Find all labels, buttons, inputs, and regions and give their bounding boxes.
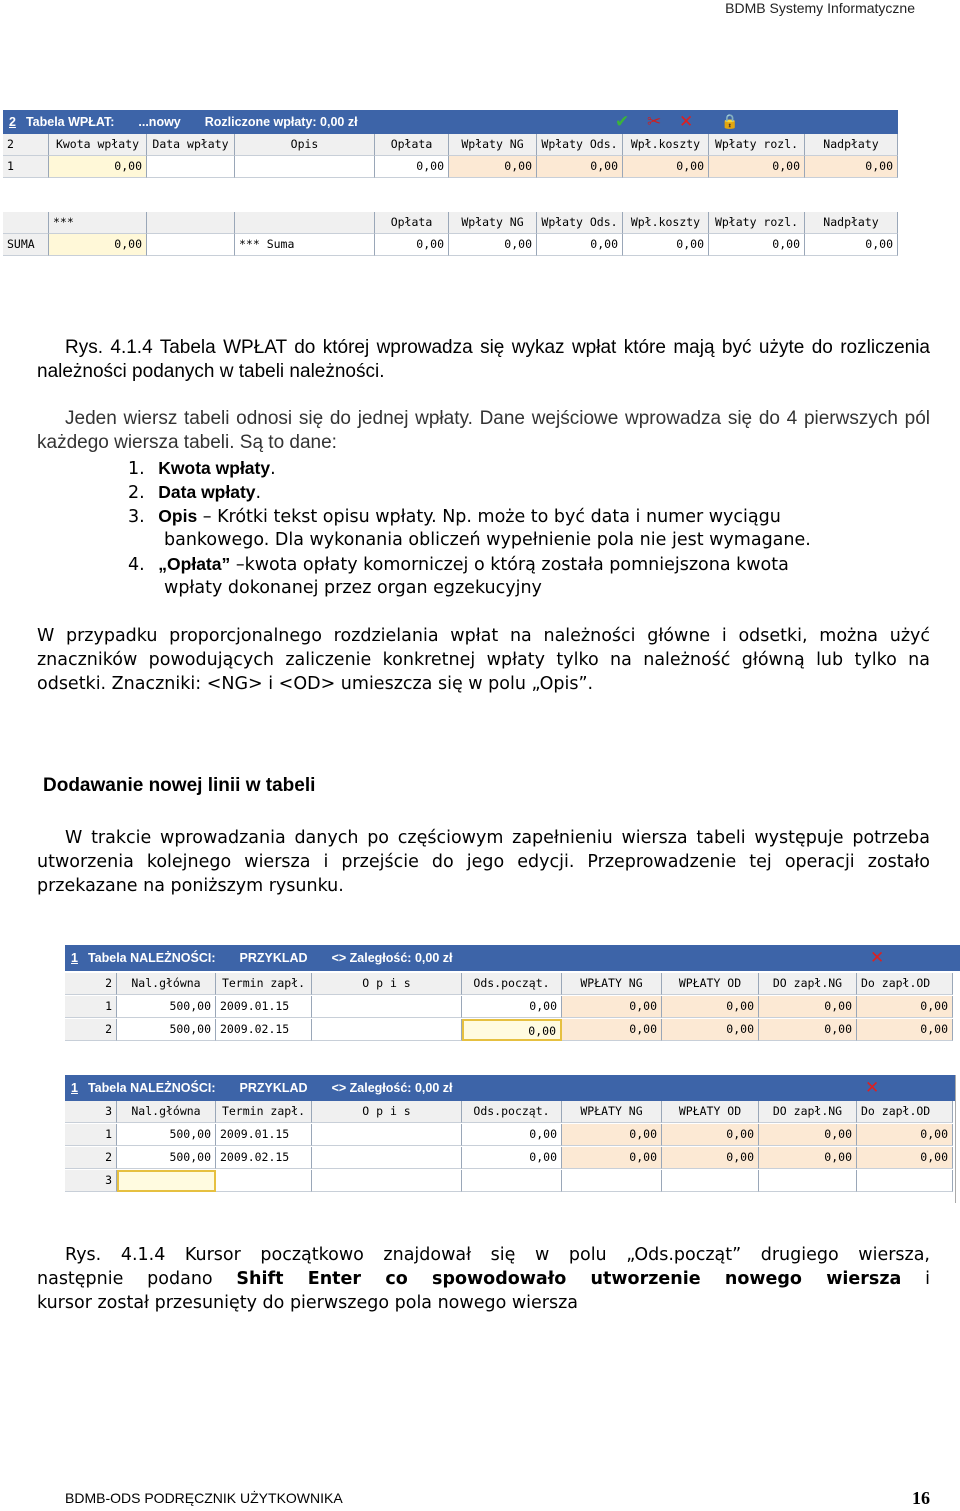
table-row[interactable] bbox=[65, 1147, 953, 1169]
col-header bbox=[147, 212, 235, 234]
list-text: – Krótki tekst opisu wpłaty. Np. może to być data i numer wyciągu bbox=[197, 507, 781, 527]
table-row-new[interactable] bbox=[65, 1170, 953, 1192]
description-cell[interactable] bbox=[235, 156, 375, 178]
col-header[interactable]: WPŁATY NG bbox=[562, 1101, 662, 1123]
sum-value: 0,00 bbox=[449, 234, 537, 256]
col-header[interactable]: WPŁATY OD bbox=[662, 1101, 759, 1123]
list-continuation: bankowego. Dla wykonania obliczeń wypełnienie pola nie jest wymagane. bbox=[164, 530, 811, 550]
value-cell[interactable]: 0,00 bbox=[562, 1019, 662, 1041]
table-summary: Rozliczone wpłaty: 0,00 zł bbox=[204, 115, 358, 129]
value-cell[interactable]: 0,00 bbox=[857, 1147, 953, 1169]
value-cell[interactable]: 0,00 bbox=[759, 1124, 857, 1146]
col-header[interactable]: Nal.główna bbox=[117, 1101, 216, 1123]
close-icon[interactable]: ✕ bbox=[870, 948, 885, 968]
value-cell[interactable]: 0,00 bbox=[805, 156, 898, 178]
col-counter: 3 bbox=[65, 1101, 117, 1123]
col-header[interactable]: DO zapł.NG bbox=[759, 973, 857, 995]
payments-table-screenshot bbox=[3, 110, 898, 255]
col-header: Nadpłaty bbox=[805, 212, 898, 234]
caption-text: i bbox=[901, 1269, 930, 1289]
value-cell[interactable]: 0,00 bbox=[562, 1124, 662, 1146]
row-number: 2 bbox=[65, 1147, 117, 1169]
list-item bbox=[128, 552, 933, 577]
table-row[interactable] bbox=[3, 156, 898, 178]
value-cell[interactable]: 0,00 bbox=[623, 156, 709, 178]
table-row[interactable] bbox=[65, 996, 953, 1018]
caption-bold-text: Shift Enter co spowodowało utworzenie nowego wiersza bbox=[236, 1269, 902, 1289]
table-summary: <> Zaległość: 0,00 zł bbox=[331, 951, 453, 965]
initial-interest-cell[interactable]: 0,00 bbox=[462, 1124, 562, 1146]
description-cell[interactable] bbox=[312, 1147, 462, 1169]
sum-value: 0,00 bbox=[709, 234, 805, 256]
col-header[interactable]: Termin zapł. bbox=[216, 1101, 312, 1123]
table-mode: PRZYKLAD bbox=[239, 951, 308, 965]
page-number: 16 bbox=[912, 1488, 930, 1508]
figure-caption-line bbox=[37, 1267, 930, 1291]
principal-cell[interactable]: 500,00 bbox=[117, 1019, 216, 1041]
value-cell[interactable] bbox=[857, 1170, 953, 1192]
list-number: 3. bbox=[128, 507, 145, 527]
col-header[interactable]: Ods.począt. bbox=[462, 1101, 562, 1123]
list-term: „Opłata” bbox=[158, 554, 231, 574]
due-date-cell[interactable]: 2009.02.15 bbox=[216, 1019, 312, 1041]
table-mode: PRZYKLAD bbox=[239, 1081, 308, 1095]
table-header-row bbox=[3, 134, 898, 156]
list-item bbox=[128, 480, 933, 505]
col-header[interactable]: Wpłaty Ods. bbox=[537, 134, 623, 156]
col-counter: 2 bbox=[3, 134, 49, 156]
description-cell[interactable] bbox=[312, 1019, 462, 1041]
principal-cell[interactable]: 500,00 bbox=[117, 1124, 216, 1146]
table-row[interactable] bbox=[65, 1124, 953, 1146]
initial-interest-cell[interactable]: 0,00 bbox=[462, 1147, 562, 1169]
description-cell[interactable] bbox=[312, 1170, 462, 1192]
value-cell[interactable]: 0,00 bbox=[562, 996, 662, 1018]
list-number: 1. bbox=[128, 459, 145, 479]
value-cell[interactable]: 0,00 bbox=[759, 1019, 857, 1041]
value-cell[interactable]: 0,00 bbox=[857, 1019, 953, 1041]
receivables-titlebar bbox=[65, 1075, 955, 1101]
sum-value: 0,00 bbox=[805, 234, 898, 256]
new-line-paragraph: W trakcie wprowadzania danych po częściowym zapełnieniu wiersza tabeli występuje potrzeba utworzenia kolejnego wiersza i przejście do jego edycji. Przeprowadzenie tej operacji zostało przekazane na poniższym rysunku. bbox=[37, 828, 930, 896]
proportional-paragraph: W przypadku proporcjonalnego rozdzielania wpłat na należności główne i odsetki, można użyć znaczników powodujących zaliczenie konkretnej wpłaty tylko na należność główną lub tylko na odsetki. Znaczniki: <NG> i <OD> umieszcza się w polu „Opis”. bbox=[37, 626, 930, 694]
table-summary: <> Zaległość: 0,00 zł bbox=[331, 1081, 453, 1095]
list-term: Opis bbox=[158, 506, 198, 526]
page-footer: BDMB-ODS PODRĘCZNIK UŻYTKOWNIKA bbox=[65, 1490, 343, 1506]
list-number: 4. bbox=[128, 555, 145, 575]
col-header bbox=[3, 212, 49, 234]
sum-label: SUMA bbox=[3, 234, 49, 256]
page-header: BDMB Systemy Informatyczne bbox=[725, 0, 915, 16]
table-mode: ...nowy bbox=[138, 115, 181, 129]
col-header[interactable]: Termin zapł. bbox=[216, 973, 312, 995]
col-header[interactable]: Do zapł.OD bbox=[857, 973, 953, 995]
close-icon[interactable]: ✕ bbox=[865, 1078, 880, 1098]
sum-value: 0,00 bbox=[375, 234, 449, 256]
col-header[interactable]: WPŁATY NG bbox=[562, 973, 662, 995]
figure-caption: Rys. 4.1.4 Tabela WPŁAT do której wprowadza się wykaz wpłat które mają być użyte do rozliczenia należności podanych w tabeli należności. bbox=[37, 337, 930, 382]
list-term: Data wpłaty bbox=[158, 482, 256, 502]
value-cell[interactable]: 0,00 bbox=[662, 1147, 759, 1169]
date-cell[interactable] bbox=[147, 156, 235, 178]
table-header-row bbox=[65, 1101, 953, 1123]
list-item bbox=[128, 504, 933, 529]
list-number: 2. bbox=[128, 483, 145, 503]
sum-row bbox=[3, 234, 898, 256]
col-header[interactable]: Opłata bbox=[375, 134, 449, 156]
col-header[interactable]: Nal.główna bbox=[117, 973, 216, 995]
tab-number[interactable]: 1 bbox=[71, 1081, 78, 1095]
value-cell[interactable]: 0,00 bbox=[662, 1019, 759, 1041]
table-header-row bbox=[65, 973, 953, 995]
table-title: Tabela NALEŻNOŚCI: bbox=[87, 1081, 216, 1095]
receivables-table-before bbox=[65, 945, 960, 1043]
col-header[interactable]: Kwota wpłaty bbox=[49, 134, 147, 156]
list-text: . bbox=[270, 459, 276, 479]
col-header: Wpłaty rozl. bbox=[709, 212, 805, 234]
col-header[interactable]: Do zapł.OD bbox=[857, 1101, 953, 1123]
intro-paragraph: Jeden wiersz tabeli odnosi się do jednej wpłaty. Dane wejściowe wprowadza się do 4 pierwszych pól każdego wiersza tabeli. Są to dane: bbox=[37, 408, 930, 453]
sum-value: 0,00 bbox=[537, 234, 623, 256]
list-text: . bbox=[255, 483, 262, 503]
principal-cell-active[interactable] bbox=[117, 1170, 216, 1192]
list-continuation: wpłaty dokonanej przez organ egzekucyjny bbox=[164, 578, 542, 598]
col-header[interactable]: Opis bbox=[235, 134, 375, 156]
row-number: 3 bbox=[65, 1170, 117, 1192]
due-date-cell[interactable]: 2009.01.15 bbox=[216, 1124, 312, 1146]
col-header: Wpł.koszty bbox=[623, 212, 709, 234]
amount-cell[interactable]: 0,00 bbox=[49, 156, 147, 178]
sum-title: *** Suma bbox=[235, 234, 375, 256]
table-title: Tabela NALEŻNOŚCI: bbox=[87, 951, 216, 965]
sum-value bbox=[147, 234, 235, 256]
col-header: Opłata bbox=[375, 212, 449, 234]
row-number: 1 bbox=[3, 156, 49, 178]
value-cell[interactable]: 0,00 bbox=[857, 1124, 953, 1146]
col-header[interactable]: Wpłaty NG bbox=[449, 134, 537, 156]
list-item bbox=[128, 456, 933, 481]
section-heading: Dodawanie nowej linii w tabeli bbox=[43, 775, 316, 796]
sum-value: 0,00 bbox=[623, 234, 709, 256]
value-cell[interactable]: 0,00 bbox=[759, 1147, 857, 1169]
col-header[interactable]: Wpł.koszty bbox=[623, 134, 709, 156]
row-number: 2 bbox=[65, 1019, 117, 1041]
col-header[interactable]: O p i s bbox=[312, 1101, 462, 1123]
col-header[interactable]: O p i s bbox=[312, 973, 462, 995]
table-row[interactable] bbox=[65, 1019, 953, 1041]
col-header bbox=[235, 212, 375, 234]
tab-number[interactable]: 2 bbox=[9, 115, 16, 129]
col-header[interactable]: Data wpłaty bbox=[147, 134, 235, 156]
col-header[interactable]: Ods.począt. bbox=[462, 973, 562, 995]
row-number: 1 bbox=[65, 1124, 117, 1146]
caption-text: następnie podano bbox=[37, 1269, 237, 1289]
col-header[interactable]: DO zapł.NG bbox=[759, 1101, 857, 1123]
payments-table-titlebar bbox=[3, 110, 898, 134]
check-icon[interactable]: ✔ bbox=[615, 112, 630, 132]
description-cell[interactable] bbox=[312, 996, 462, 1018]
table-title: Tabela WPŁAT: bbox=[25, 115, 115, 129]
value-cell[interactable]: 0,00 bbox=[759, 996, 857, 1018]
lock-icon[interactable]: 🔒 bbox=[721, 114, 739, 130]
col-counter: 2 bbox=[65, 973, 117, 995]
list-term: Kwota wpłaty bbox=[158, 458, 271, 478]
tab-number[interactable]: 1 bbox=[71, 951, 78, 965]
sum-value: 0,00 bbox=[49, 234, 147, 256]
col-header: *** bbox=[49, 212, 147, 234]
col-header: Wpłaty Ods. bbox=[537, 212, 623, 234]
principal-cell[interactable]: 500,00 bbox=[117, 1147, 216, 1169]
value-cell[interactable] bbox=[562, 1170, 662, 1192]
initial-interest-cell[interactable] bbox=[462, 1170, 562, 1192]
list-text: –kwota opłaty komorniczej o którą została pomniejszona kwota bbox=[230, 555, 789, 575]
figure-caption-line: kursor został przesunięty do pierwszego pola nowego wiersza bbox=[37, 1293, 579, 1313]
due-date-cell[interactable]: 2009.02.15 bbox=[216, 1147, 312, 1169]
sum-header-row bbox=[3, 212, 898, 234]
col-header[interactable]: WPŁATY OD bbox=[662, 973, 759, 995]
value-cell[interactable]: 0,00 bbox=[562, 1147, 662, 1169]
value-cell[interactable] bbox=[662, 1170, 759, 1192]
scissors-icon[interactable]: ✂ bbox=[647, 112, 662, 132]
row-number: 1 bbox=[65, 996, 117, 1018]
col-header: Wpłaty NG bbox=[449, 212, 537, 234]
description-cell[interactable] bbox=[312, 1124, 462, 1146]
value-cell[interactable]: 0,00 bbox=[709, 156, 805, 178]
due-date-cell[interactable]: 2009.01.15 bbox=[216, 996, 312, 1018]
close-icon[interactable]: ✕ bbox=[679, 112, 694, 132]
receivables-titlebar bbox=[65, 945, 960, 971]
col-header[interactable]: Nadpłaty bbox=[805, 134, 898, 156]
value-cell[interactable]: 0,00 bbox=[662, 1124, 759, 1146]
col-header[interactable]: Wpłaty rozl. bbox=[709, 134, 805, 156]
value-cell[interactable]: 0,00 bbox=[449, 156, 537, 178]
due-date-cell[interactable] bbox=[216, 1170, 312, 1192]
value-cell[interactable]: 0,00 bbox=[537, 156, 623, 178]
initial-interest-cell-active[interactable]: 0,00 bbox=[462, 1019, 562, 1041]
value-cell[interactable] bbox=[759, 1170, 857, 1192]
value-cell[interactable]: 0,00 bbox=[857, 996, 953, 1018]
initial-interest-cell[interactable]: 0,00 bbox=[462, 996, 562, 1018]
fee-cell[interactable]: 0,00 bbox=[375, 156, 449, 178]
receivables-table-after bbox=[65, 1075, 956, 1203]
principal-cell[interactable]: 500,00 bbox=[117, 996, 216, 1018]
figure-caption-line: Rys. 4.1.4 Kursor początkowo znajdował się w polu „Ods.począt” drugiego wiersza, bbox=[65, 1245, 930, 1265]
value-cell[interactable]: 0,00 bbox=[662, 996, 759, 1018]
